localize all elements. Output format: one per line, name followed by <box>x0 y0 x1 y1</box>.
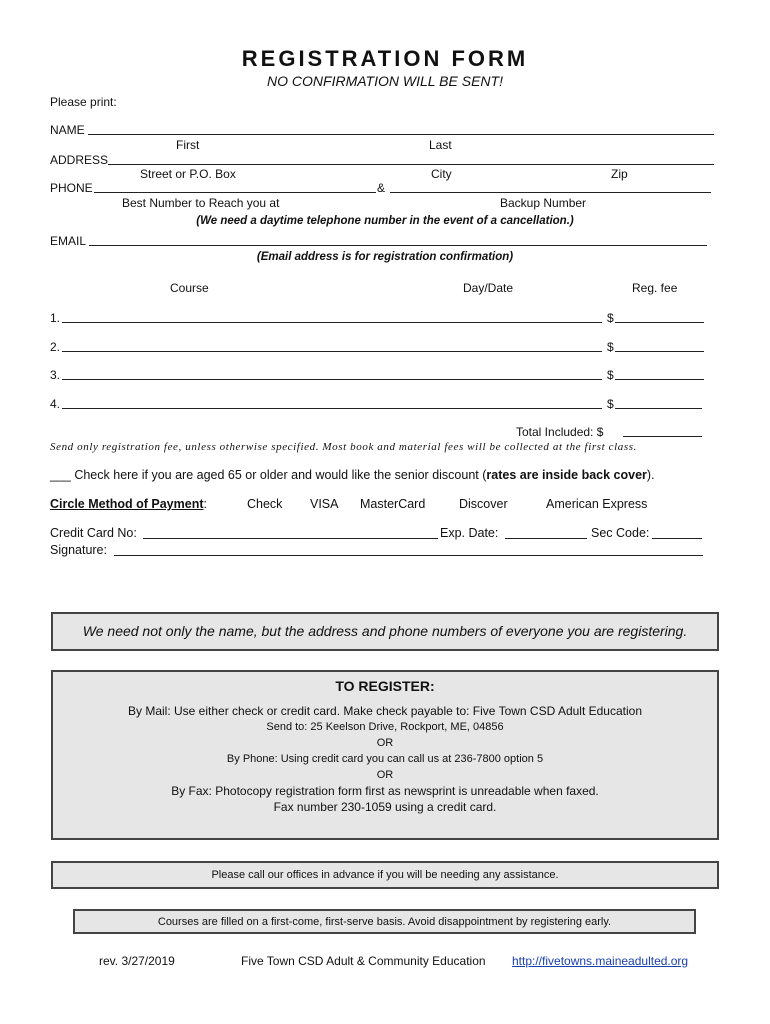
total-label: Total Included: $ <box>516 425 604 439</box>
notice-text: We need not only the name, but the address and phone numbers of everyone you are registering. <box>82 623 688 639</box>
register-line: Send to: 25 Keelson Drive, Rockport, ME, 04856 <box>266 721 504 733</box>
credit-card-field[interactable] <box>143 538 438 539</box>
course-2-field[interactable] <box>62 351 602 352</box>
name-label: NAME <box>50 123 85 137</box>
phone-label: PHONE <box>50 181 93 195</box>
course-2-fee-field[interactable] <box>615 351 704 352</box>
course-row-number: 3. <box>50 368 61 382</box>
phone-field[interactable] <box>94 192 376 193</box>
day-date-column-header: Day/Date <box>463 281 514 295</box>
course-row-number: 4. <box>50 397 61 411</box>
payment-option-mastercard[interactable]: MasterCard <box>360 497 426 511</box>
payment-option-visa[interactable]: VISA <box>310 497 339 511</box>
assistance-box <box>51 861 719 889</box>
register-line: By Phone: Using credit card you can call us at 236-7800 option 5 <box>226 753 544 765</box>
register-line: By Mail: Use either check or credit card. Make check payable to: Five Town CSD Adult Education <box>127 704 642 718</box>
course-row-number: 2. <box>50 340 61 354</box>
website-link-text[interactable]: http://fivetowns.maineadulted.org <box>512 954 689 968</box>
organization-name: Five Town CSD Adult & Community Education <box>241 954 486 968</box>
backup-number-caption: Backup Number <box>500 196 587 210</box>
email-field[interactable] <box>89 245 707 246</box>
exp-date-label: Exp. Date: <box>440 526 499 540</box>
email-note: (Email address is for registration confirmation) <box>256 251 514 263</box>
senior-rates-note: rates are inside back cover <box>486 468 647 482</box>
notice-box <box>51 612 719 651</box>
register-heading: TO REGISTER: <box>335 678 435 694</box>
payment-method-label <box>50 497 207 511</box>
first-come-text: Courses are filled on a first-come, first-serve basis. Avoid disappointment by registering early. <box>157 916 612 928</box>
senior-discount-line <box>50 468 655 482</box>
course-4-field[interactable] <box>62 408 602 409</box>
course-row-number: 1. <box>50 311 61 325</box>
course-1-fee-field[interactable] <box>615 322 704 323</box>
first-come-box <box>73 909 696 934</box>
register-line: OR <box>376 737 394 749</box>
please-print-label: Please print: <box>50 95 117 109</box>
course-4-dollar: $ <box>607 397 614 411</box>
course-3-field[interactable] <box>62 379 602 380</box>
course-4-fee-field[interactable] <box>615 408 702 409</box>
address-label: ADDRESS <box>50 153 109 167</box>
course-column-header: Course <box>170 281 209 295</box>
exp-date-field[interactable] <box>505 538 587 539</box>
senior-discount-text: Check here if you are aged 65 or older and would like the senior discount ( <box>70 468 487 482</box>
fee-note: Send only registration fee, unless otherwise specified. Most book and material fees will be collected at the first class. <box>50 441 637 453</box>
street-caption: Street or P.O. Box <box>140 167 236 181</box>
fee-column-header: Reg. fee <box>632 281 678 295</box>
signature-field[interactable] <box>114 555 703 556</box>
city-caption: City <box>431 167 452 181</box>
first-name-caption: First <box>176 138 200 152</box>
daytime-note: (We need a daytime telephone number in the event of a cancellation.) <box>196 215 574 227</box>
payment-label-colon: : <box>203 497 207 511</box>
best-number-caption: Best Number to Reach you at <box>122 196 280 210</box>
course-2-dollar: $ <box>607 340 614 354</box>
payment-option-check[interactable]: Check <box>247 497 283 511</box>
backup-phone-field[interactable] <box>390 192 711 193</box>
credit-card-label: Credit Card No: <box>50 526 137 540</box>
revision-date: rev. 3/27/2019 <box>99 954 175 968</box>
phone-amp: & <box>377 181 386 195</box>
senior-discount-suffix: ). <box>646 468 655 482</box>
course-3-fee-field[interactable] <box>615 379 704 380</box>
senior-checkbox-blank[interactable]: ___ <box>50 468 71 482</box>
name-field[interactable] <box>88 134 714 135</box>
course-3-dollar: $ <box>607 368 614 382</box>
payment-option-discover[interactable]: Discover <box>459 497 508 511</box>
payment-option-amex[interactable]: American Express <box>546 497 648 511</box>
website-link[interactable] <box>512 954 688 968</box>
sec-code-field[interactable] <box>652 538 702 539</box>
register-box <box>51 670 719 840</box>
assistance-text: Please call our offices in advance if you will be needing any assistance. <box>211 869 559 881</box>
page-title: REGISTRATION FORM <box>241 46 529 71</box>
email-label: EMAIL <box>50 234 87 248</box>
register-line: Fax number 230-1059 using a credit card. <box>273 800 497 814</box>
sec-code-label: Sec Code: <box>591 526 650 540</box>
course-1-field[interactable] <box>62 322 602 323</box>
page-subtitle: NO CONFIRMATION WILL BE SENT! <box>267 73 503 89</box>
total-field[interactable] <box>623 436 702 437</box>
address-field[interactable] <box>108 164 714 165</box>
payment-method-label-text: Circle Method of Payment <box>50 497 204 511</box>
signature-label: Signature: <box>50 543 107 557</box>
register-line: By Fax: Photocopy registration form first as newsprint is unreadable when faxed. <box>171 784 599 798</box>
register-line: OR <box>376 769 394 781</box>
last-name-caption: Last <box>429 138 452 152</box>
zip-caption: Zip <box>611 167 628 181</box>
course-1-dollar: $ <box>607 311 614 325</box>
